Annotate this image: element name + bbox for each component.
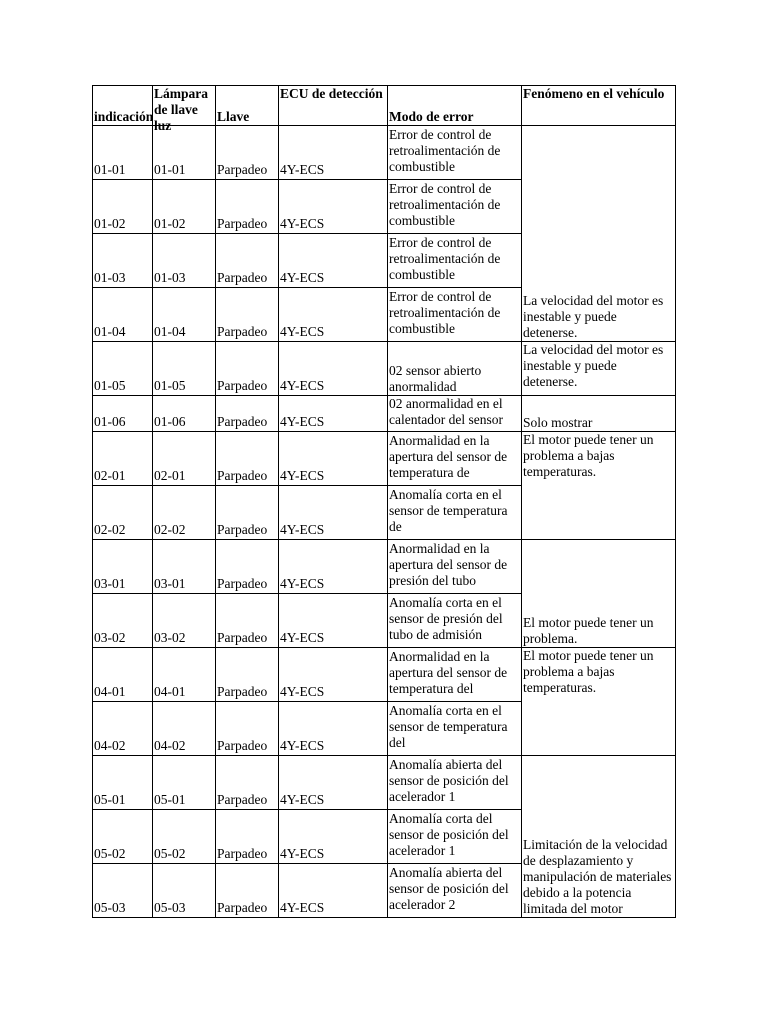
cell-modo: Anormalidad en la apertura del sensor de temperatura de [388, 432, 522, 486]
table-row [93, 396, 676, 432]
header-indicacion: indicación [93, 86, 153, 126]
cell-ecu: 4Y-ECS [279, 180, 388, 234]
cell-lampara: 02-02 [153, 486, 216, 540]
cell-lampara: 05-03 [153, 864, 216, 918]
cell-llave: Parpadeo [216, 126, 279, 180]
cell-modo: Anomalía corta en el sensor de presión del tubo de admisión [388, 594, 522, 648]
table-row [93, 342, 676, 396]
cell-lampara: 01-04 [153, 288, 216, 342]
table-row [93, 432, 676, 486]
table-row [93, 756, 676, 810]
cell-llave: Parpadeo [216, 432, 279, 486]
cell-fenomeno: La velocidad del motor es inestable y puede detenerse. [522, 126, 676, 342]
cell-llave: Parpadeo [216, 540, 279, 594]
cell-lampara: 03-01 [153, 540, 216, 594]
cell-modo: Error de control de retroalimentación de combustible [388, 234, 522, 288]
cell-fenomeno: Limitación de la velocidad de desplazamiento y manipulación de materiales debido a la potencia limitada del motor [522, 756, 676, 918]
cell-modo: 02 anormalidad en el calentador del sensor [388, 396, 522, 432]
cell-ecu: 4Y-ECS [279, 810, 388, 864]
cell-modo: 02 sensor abierto anormalidad [388, 342, 522, 396]
cell-lampara: 01-01 [153, 126, 216, 180]
header-row [93, 86, 676, 126]
cell-lampara: 04-01 [153, 648, 216, 702]
cell-lampara: 05-01 [153, 756, 216, 810]
cell-ecu: 4Y-ECS [279, 486, 388, 540]
cell-indicacion: 05-02 [93, 810, 153, 864]
cell-indicacion: 02-01 [93, 432, 153, 486]
cell-llave: Parpadeo [216, 810, 279, 864]
cell-llave: Parpadeo [216, 288, 279, 342]
cell-llave: Parpadeo [216, 486, 279, 540]
cell-fenomeno: El motor puede tener un problema a bajas temperaturas. [522, 432, 676, 540]
cell-ecu: 4Y-ECS [279, 342, 388, 396]
cell-ecu: 4Y-ECS [279, 648, 388, 702]
cell-indicacion: 05-01 [93, 756, 153, 810]
cell-lampara: 01-06 [153, 396, 216, 432]
cell-lampara: 01-03 [153, 234, 216, 288]
header-llave: Llave [216, 86, 279, 126]
header-lampara: Lámpara de llave luz [153, 86, 216, 126]
cell-lampara: 05-02 [153, 810, 216, 864]
cell-indicacion: 01-04 [93, 288, 153, 342]
header-modo: Modo de error [388, 86, 522, 126]
cell-llave: Parpadeo [216, 702, 279, 756]
cell-ecu: 4Y-ECS [279, 864, 388, 918]
cell-indicacion: 04-01 [93, 648, 153, 702]
cell-indicacion: 03-02 [93, 594, 153, 648]
cell-llave: Parpadeo [216, 648, 279, 702]
cell-indicacion: 04-02 [93, 702, 153, 756]
cell-modo: Error de control de retroalimentación de combustible [388, 126, 522, 180]
cell-modo: Anomalía corta del sensor de posición del acelerador 1 [388, 810, 522, 864]
cell-llave: Parpadeo [216, 396, 279, 432]
cell-llave: Parpadeo [216, 180, 279, 234]
cell-ecu: 4Y-ECS [279, 432, 388, 486]
cell-lampara: 03-02 [153, 594, 216, 648]
table-row [93, 540, 676, 594]
cell-indicacion: 01-06 [93, 396, 153, 432]
cell-llave: Parpadeo [216, 864, 279, 918]
cell-modo: Anomalía abierta del sensor de posición del acelerador 2 [388, 864, 522, 918]
cell-modo: Anormalidad en la apertura del sensor de temperatura del [388, 648, 522, 702]
cell-ecu: 4Y-ECS [279, 234, 388, 288]
cell-modo: Error de control de retroalimentación de combustible [388, 180, 522, 234]
cell-llave: Parpadeo [216, 594, 279, 648]
cell-lampara: 01-05 [153, 342, 216, 396]
cell-fenomeno: El motor puede tener un problema. [522, 540, 676, 648]
cell-ecu: 4Y-ECS [279, 288, 388, 342]
cell-modo: Error de control de retroalimentación de combustible [388, 288, 522, 342]
cell-indicacion: 03-01 [93, 540, 153, 594]
cell-indicacion: 01-03 [93, 234, 153, 288]
cell-ecu: 4Y-ECS [279, 594, 388, 648]
cell-ecu: 4Y-ECS [279, 126, 388, 180]
cell-lampara: 01-02 [153, 180, 216, 234]
cell-ecu: 4Y-ECS [279, 702, 388, 756]
cell-ecu: 4Y-ECS [279, 396, 388, 432]
table-row [93, 126, 676, 180]
cell-llave: Parpadeo [216, 342, 279, 396]
table-row [93, 648, 676, 702]
header-fenomeno: Fenómeno en el vehículo [522, 86, 676, 126]
header-ecu: ECU de detección [279, 86, 388, 126]
cell-fenomeno: Solo mostrar [522, 396, 676, 432]
cell-ecu: 4Y-ECS [279, 540, 388, 594]
cell-lampara: 04-02 [153, 702, 216, 756]
cell-indicacion: 02-02 [93, 486, 153, 540]
cell-modo: Anomalía corta en el sensor de temperatura del [388, 702, 522, 756]
error-code-table [92, 85, 676, 918]
cell-indicacion: 01-02 [93, 180, 153, 234]
cell-fenomeno: El motor puede tener un problema a bajas temperaturas. [522, 648, 676, 756]
cell-indicacion: 05-03 [93, 864, 153, 918]
cell-ecu: 4Y-ECS [279, 756, 388, 810]
cell-llave: Parpadeo [216, 756, 279, 810]
cell-modo: Anormalidad en la apertura del sensor de presión del tubo [388, 540, 522, 594]
cell-llave: Parpadeo [216, 234, 279, 288]
cell-lampara: 02-01 [153, 432, 216, 486]
cell-indicacion: 01-01 [93, 126, 153, 180]
cell-indicacion: 01-05 [93, 342, 153, 396]
cell-fenomeno: La velocidad del motor es inestable y puede detenerse. [522, 342, 676, 396]
cell-modo: Anomalía abierta del sensor de posición del acelerador 1 [388, 756, 522, 810]
cell-modo: Anomalía corta en el sensor de temperatura de [388, 486, 522, 540]
